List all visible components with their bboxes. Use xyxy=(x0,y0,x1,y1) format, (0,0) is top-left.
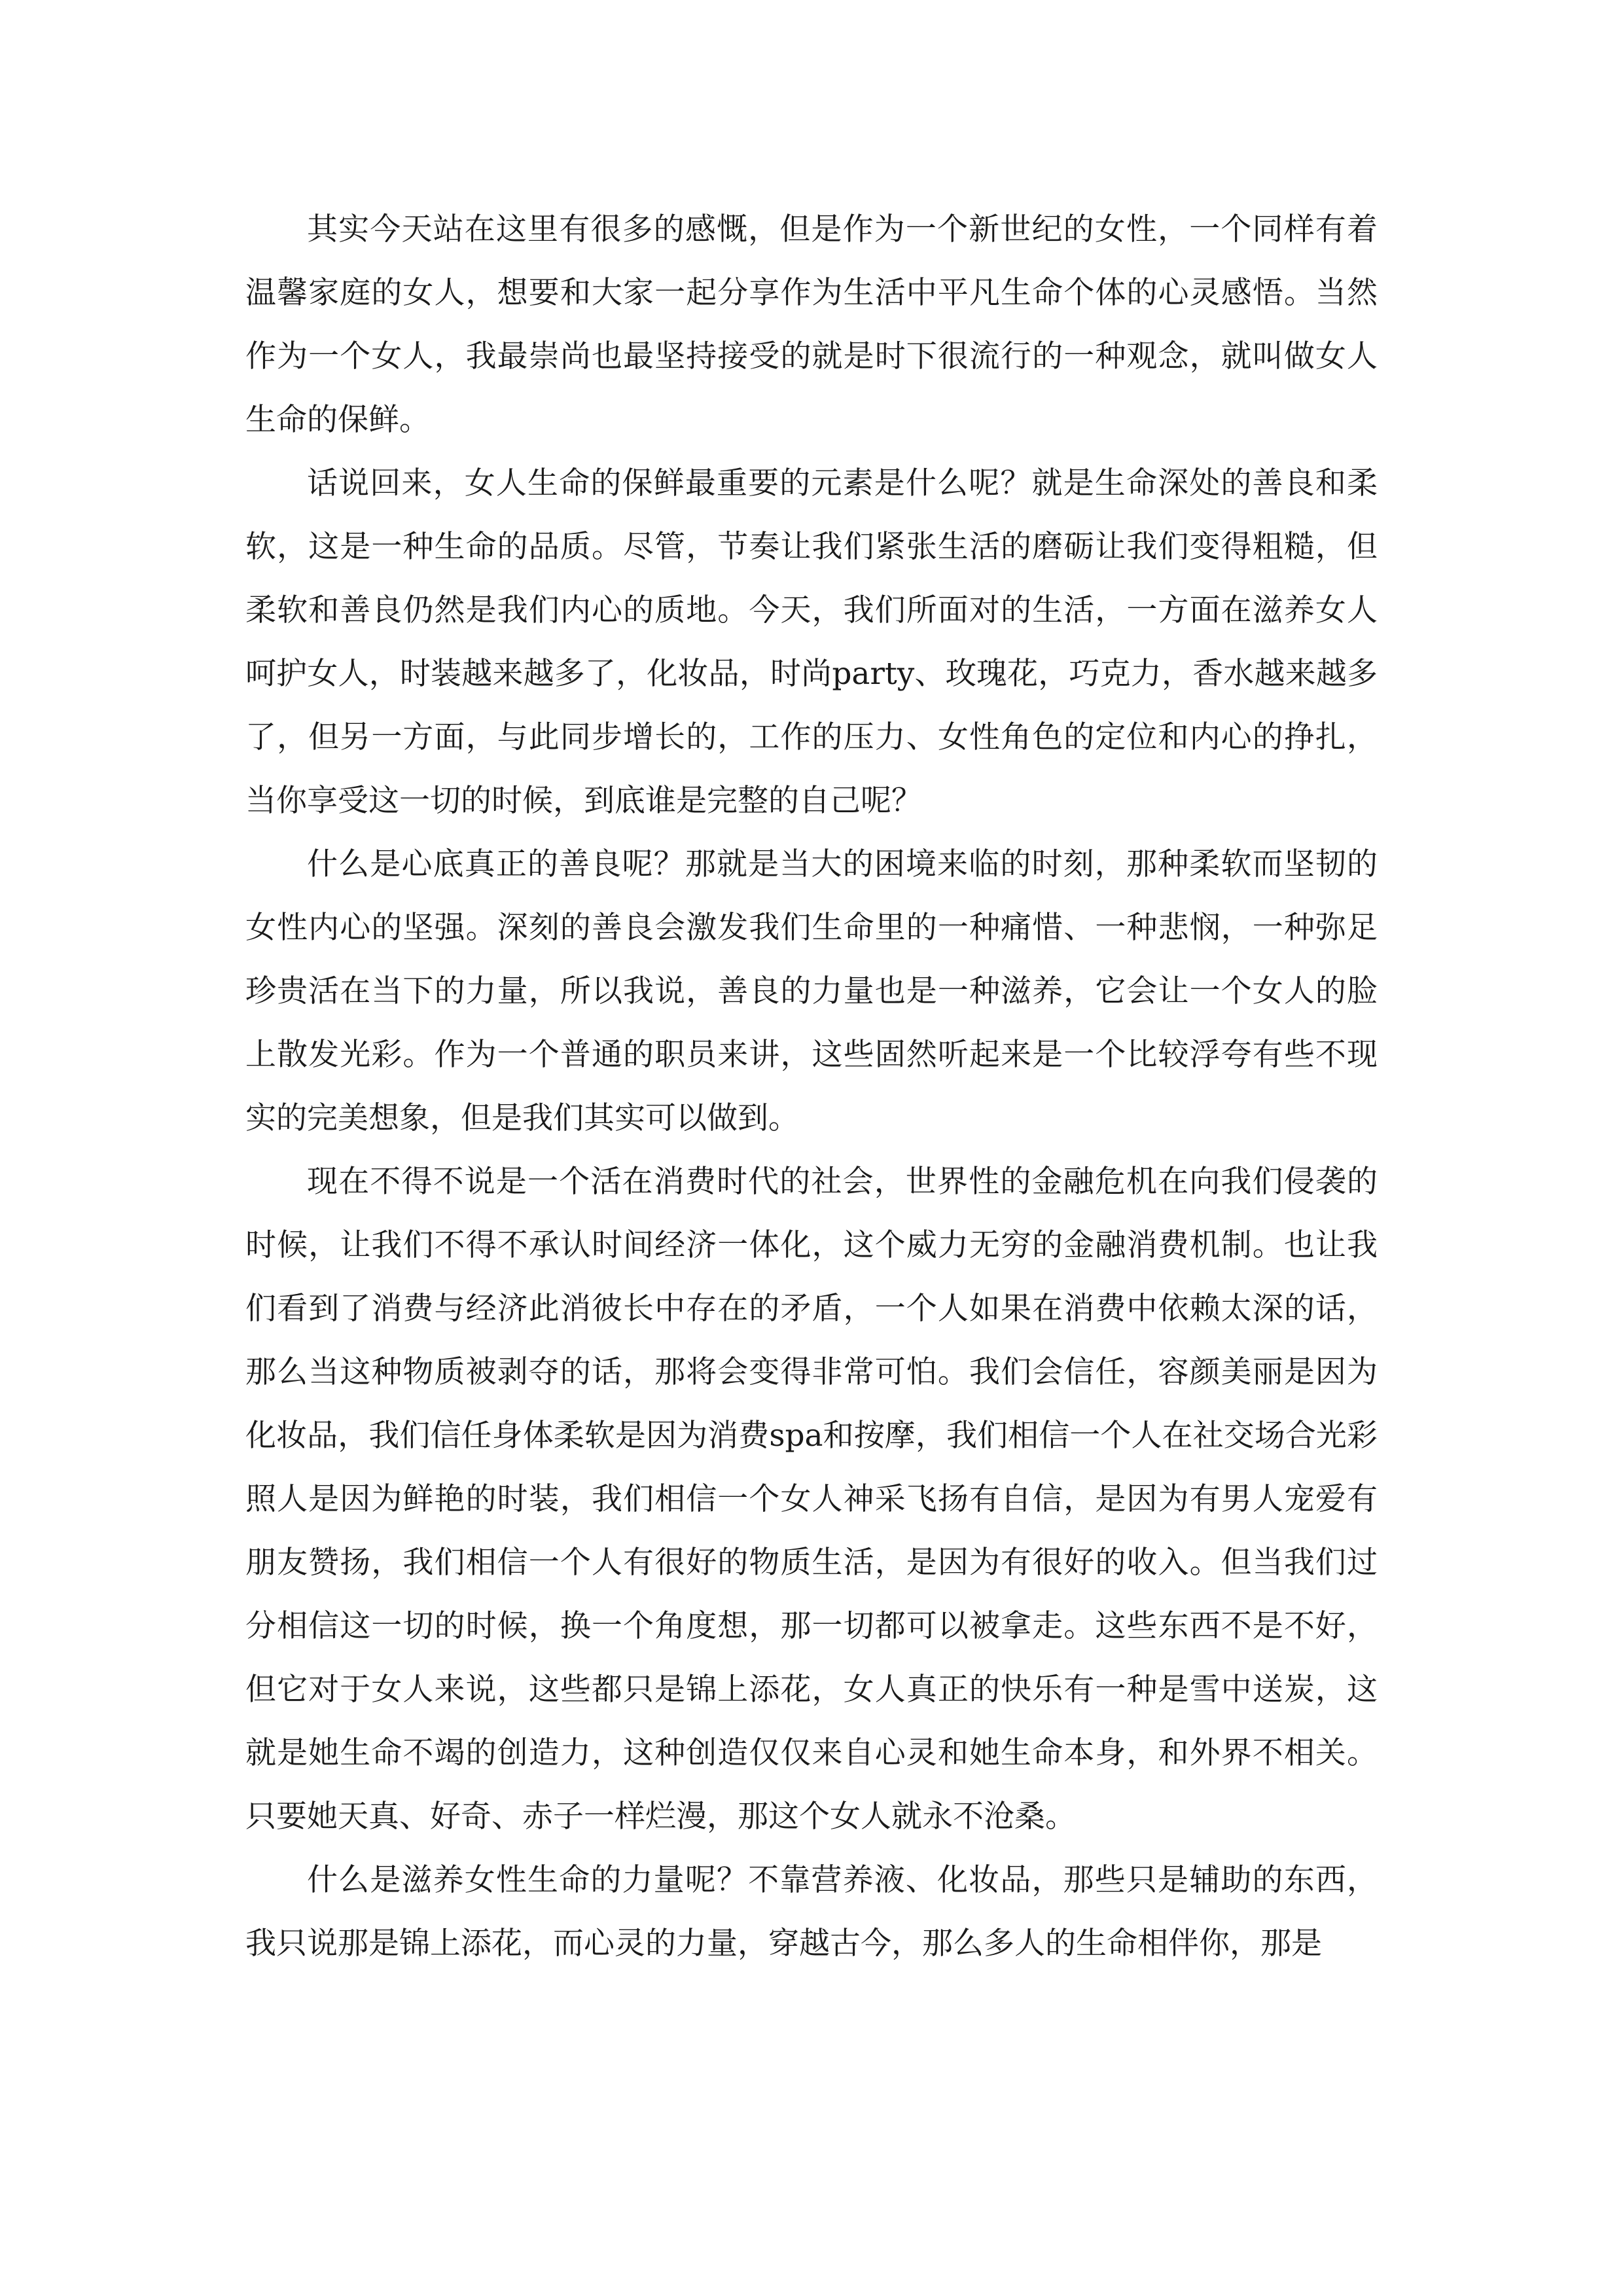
paragraph: 其实今天站在这里有很多的感慨，但是作为一个新世纪的女性，一个同样有着温馨家庭的女人，想要和大家一起分享作为生活中平凡生命个体的心灵感悟。当然作为一个女人，我最崇尚也最坚持接受的就是时下很流行的一种观念，就叫做女人生命的保鲜。 xyxy=(245,211,1378,438)
body-text xyxy=(245,198,1378,1975)
paragraph: 什么是滋养女性生命的力量呢？不靠营养液、化妆品，那些只是辅助的东西，我只说那是锦上添花，而心灵的力量，穿越古今，那么多人的生命相伴你，那是 xyxy=(245,1862,1378,1962)
paragraph: 话说回来，女人生命的保鲜最重要的元素是什么呢？就是生命深处的善良和柔软，这是一种生命的品质。尽管，节奏让我们紧张生活的磨砺让我们变得粗糙，但柔软和善良仍然是我们内心的质地。今天，我们所面对的生活，一方面在滋养女人呵护女人，时装越来越多了，化妆品，时尚party、玫瑰花，巧克力，香水越来越多了，但另一方面，与此同步增长的，工作的压力、女性角色的定位和内心的挣扎，当你享受这一切的时候，到底谁是完整的自己呢？ xyxy=(245,465,1378,819)
paragraph: 现在不得不说是一个活在消费时代的社会，世界性的金融危机在向我们侵袭的时候，让我们不得不承认时间经济一体化，这个威力无穷的金融消费机制。也让我们看到了消费与经济此消彼长中存在的矛盾，一个人如果在消费中依赖太深的话，那么当这种物质被剥夺的话，那将会变得非常可怕。我们会信任，容颜美丽是因为化妆品，我们信任身体柔软是因为消费spa和按摩，我们相信一个人在社交场合光彩照人是因为鲜艳的时装，我们相信一个女人神采飞扬有自信，是因为有男人宠爱有朋友赞扬，我们相信一个人有很好的物质生活，是因为有很好的收入。但当我们过分相信这一切的时候，换一个角度想，那一切都可以被拿走。这些东西不是不好，但它对于女人来说，这些都只是锦上添花，女人真正的快乐有一种是雪中送炭，这就是她生命不竭的创造力，这种创造仅仅来自心灵和她生命本身，和外界不相关。只要她天真、好奇、赤子一样烂漫，那这个女人就永不沧桑。 xyxy=(245,1164,1378,1835)
paragraph: 什么是心底真正的善良呢？那就是当大的困境来临的时刻，那种柔软而坚韧的女性内心的坚强。深刻的善良会激发我们生命里的一种痛惜、一种悲悯，一种弥足珍贵活在当下的力量，所以我说，善良的力量也是一种滋养，它会让一个女人的脸上散发光彩。作为一个普通的职员来讲，这些固然听起来是一个比较浮夸有些不现实的完美想象，但是我们其实可以做到。 xyxy=(245,846,1378,1136)
